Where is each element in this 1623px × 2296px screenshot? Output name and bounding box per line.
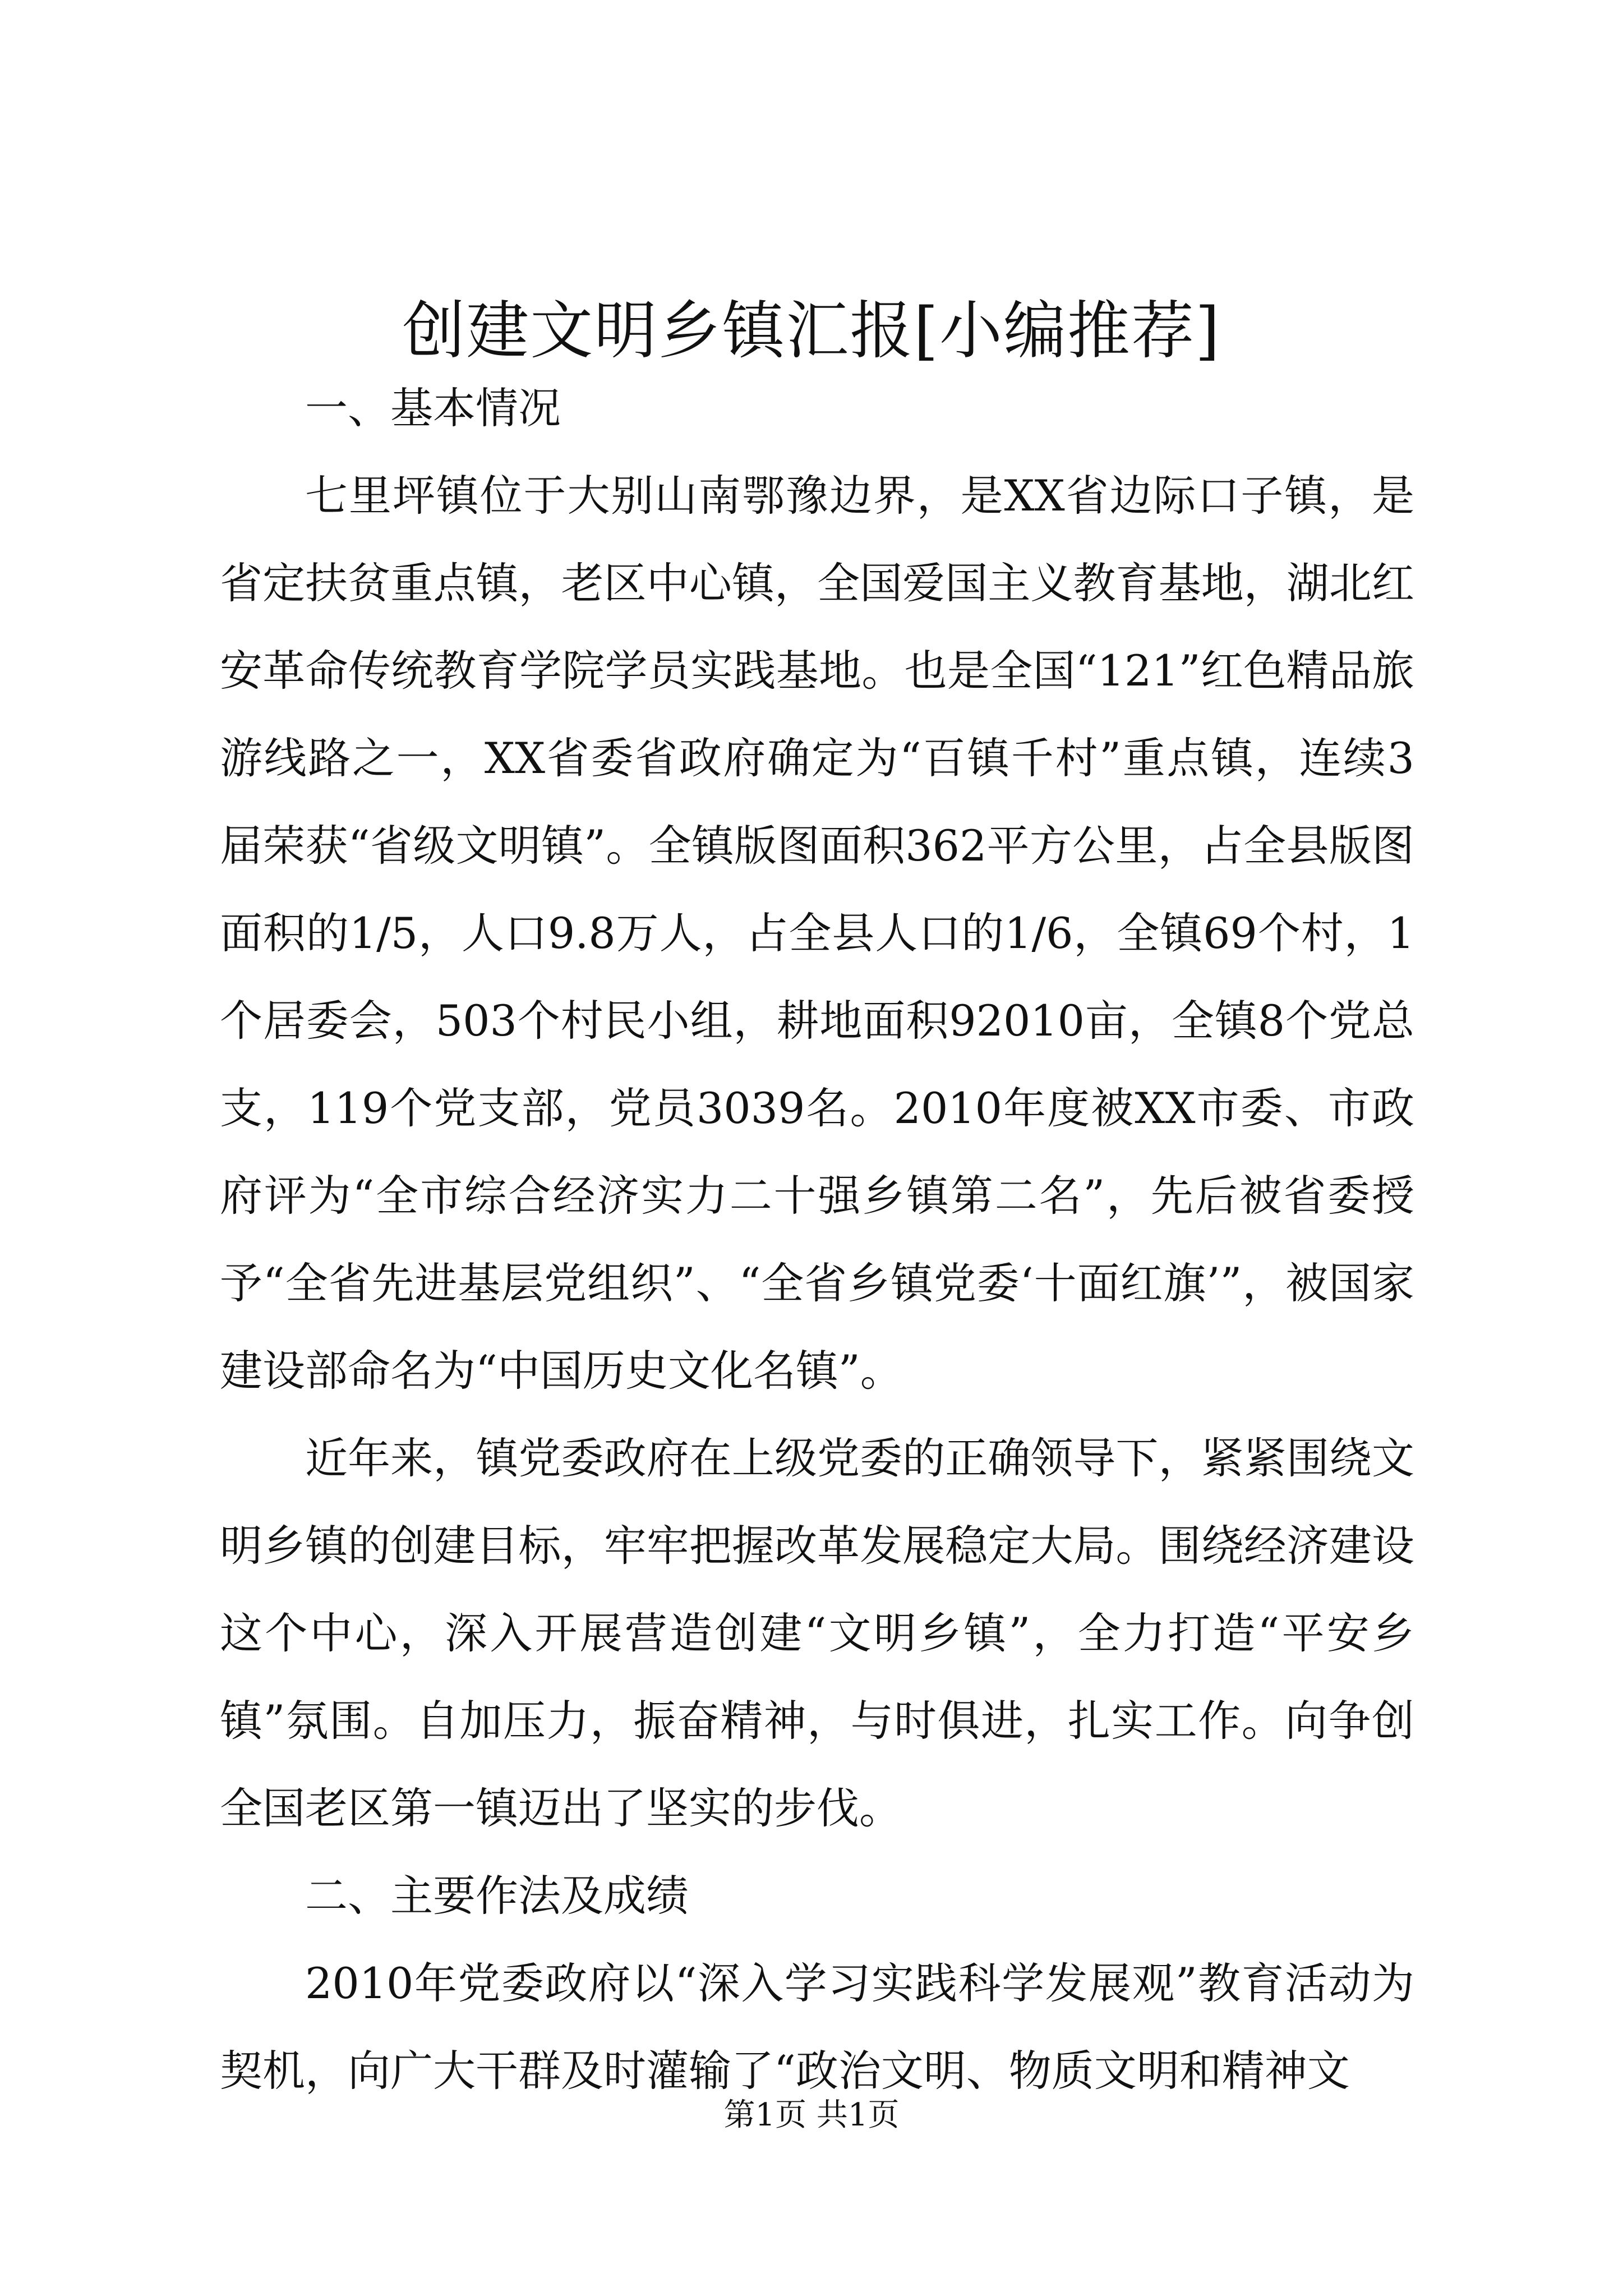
document-title: 创建文明乡镇汇报[小编推荐] (402, 295, 1221, 367)
document-body (220, 365, 1414, 2115)
section-heading-basic-situation: 一、基本情况 (305, 383, 561, 433)
body-paragraph: 2010年党委政府以“深入学习实践科学发展观”教育活动为契机，向广大干群及时灌输了“政治文明、物质文明和精神文 (220, 1958, 1414, 2096)
body-paragraph: 近年来，镇党委政府在上级党委的正确领导下，紧紧围绕文明乡镇的创建目标，牢牢把握改革发展稳定大局。围绕经济建设这个中心，深入开展营造创建“文明乡镇”，全力打造“平安乡镇”氛围。自加压力，振奋精神，与时俱进，扎实工作。向争创全国老区第一镇迈出了坚实的步伐。 (220, 1433, 1414, 1833)
body-paragraph: 七里坪镇位于大别山南鄂豫边界，是XX省边际口子镇，是省定扶贫重点镇，老区中心镇，全国爱国主义教育基地，湖北红安革命传统教育学院学员实践基地。也是全国“121”红色精品旅游线路之一，XX省委省政府确定为“百镇千村”重点镇，连续3届荣获“省级文明镇”。全镇版图面积362平方公里，占全县版图面积的1/5，人口9.8万人，占全县人口的1/6，全镇69个村，1个居委会，503个村民小组，耕地面积92010亩，全镇8个党总支，119个党支部，党员3039名。2010年度被XX市委、市政府评为“全市综合经济实力二十强乡镇第二名”，先后被省委授予“全省先进基层党组织”、“全省乡镇党委‘十面红旗’”，被国家建设部命名为“中国历史文化名镇”。 (220, 471, 1414, 1396)
page-footer: 第1页 共1页 (723, 2097, 900, 2133)
section-heading-main-practices: 二、主要作法及成绩 (305, 1871, 689, 1921)
